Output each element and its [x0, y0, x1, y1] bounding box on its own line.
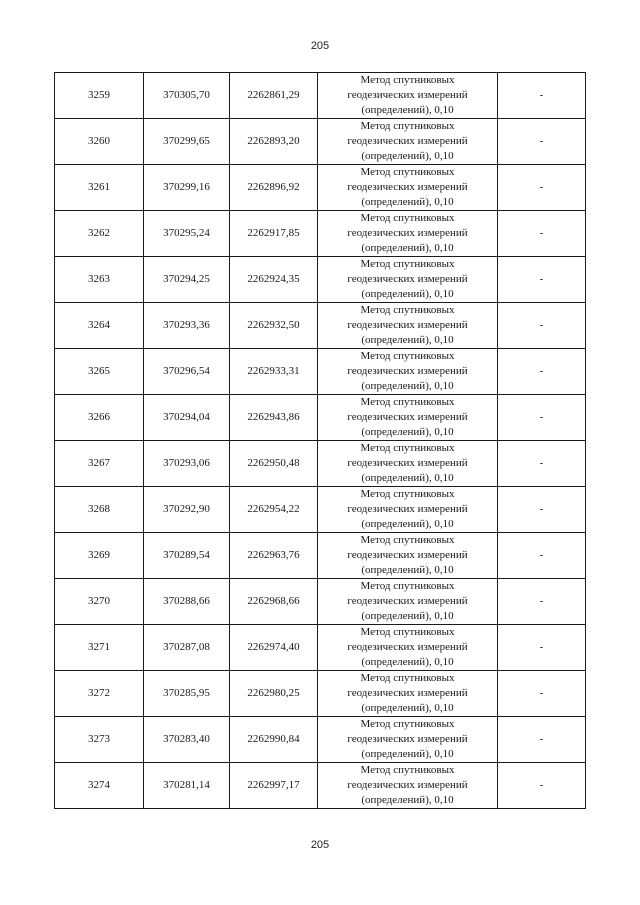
method-line: геодезических измерений [347, 641, 468, 653]
method-line: геодезических измерений [347, 89, 468, 101]
method-line: Метод спутниковых [360, 672, 455, 684]
x-coordinate-cell: 370285,95 [144, 671, 230, 717]
x-coordinate-cell: 370293,36 [144, 303, 230, 349]
method-line: геодезических измерений [347, 319, 468, 331]
method-cell [318, 73, 498, 119]
method-line: (определений), 0,10 [361, 196, 454, 208]
table-row [55, 487, 586, 533]
method-line: геодезических измерений [347, 779, 468, 791]
x-coordinate-cell: 370294,04 [144, 395, 230, 441]
note-cell: - [498, 487, 586, 533]
method-line: геодезических измерений [347, 549, 468, 561]
page-number-bottom: 205 [310, 839, 330, 851]
point-number-cell: 3260 [55, 119, 144, 165]
method-line: Метод спутниковых [360, 166, 455, 178]
y-coordinate-cell: 2262893,20 [230, 119, 318, 165]
point-number-cell: 3261 [55, 165, 144, 211]
table-row [55, 119, 586, 165]
point-number-cell: 3266 [55, 395, 144, 441]
note-cell: - [498, 349, 586, 395]
method-line: (определений), 0,10 [361, 150, 454, 162]
method-cell [318, 349, 498, 395]
method-line: (определений), 0,10 [361, 702, 454, 714]
method-cell [318, 487, 498, 533]
method-line: (определений), 0,10 [361, 564, 454, 576]
note-cell: - [498, 441, 586, 487]
note-cell: - [498, 395, 586, 441]
method-line: (определений), 0,10 [361, 104, 454, 116]
method-cell [318, 257, 498, 303]
y-coordinate-cell: 2262896,92 [230, 165, 318, 211]
table-row [55, 625, 586, 671]
point-number-cell: 3259 [55, 73, 144, 119]
method-line: (определений), 0,10 [361, 748, 454, 760]
method-line: Метод спутниковых [360, 488, 455, 500]
x-coordinate-cell: 370289,54 [144, 533, 230, 579]
table-row [55, 303, 586, 349]
table-row [55, 671, 586, 717]
method-cell [318, 441, 498, 487]
y-coordinate-cell: 2262968,66 [230, 579, 318, 625]
method-cell [318, 165, 498, 211]
y-coordinate-cell: 2262861,29 [230, 73, 318, 119]
point-number-cell: 3262 [55, 211, 144, 257]
method-line: (определений), 0,10 [361, 334, 454, 346]
method-line: геодезических измерений [347, 181, 468, 193]
method-line: Метод спутниковых [360, 580, 455, 592]
method-line: Метод спутниковых [360, 258, 455, 270]
note-cell: - [498, 625, 586, 671]
y-coordinate-cell: 2262954,22 [230, 487, 318, 533]
point-number-cell: 3268 [55, 487, 144, 533]
method-line: (определений), 0,10 [361, 242, 454, 254]
x-coordinate-cell: 370281,14 [144, 763, 230, 809]
note-cell: - [498, 671, 586, 717]
method-line: (определений), 0,10 [361, 794, 454, 806]
x-coordinate-cell: 370283,40 [144, 717, 230, 763]
table-row [55, 73, 586, 119]
y-coordinate-cell: 2262974,40 [230, 625, 318, 671]
point-number-cell: 3273 [55, 717, 144, 763]
table-row [55, 533, 586, 579]
method-line: (определений), 0,10 [361, 426, 454, 438]
table-row [55, 717, 586, 763]
method-line: Метод спутниковых [360, 120, 455, 132]
method-line: геодезических измерений [347, 595, 468, 607]
x-coordinate-cell: 370299,65 [144, 119, 230, 165]
x-coordinate-cell: 370305,70 [144, 73, 230, 119]
x-coordinate-cell: 370292,90 [144, 487, 230, 533]
x-coordinate-cell: 370288,66 [144, 579, 230, 625]
point-number-cell: 3274 [55, 763, 144, 809]
method-cell [318, 717, 498, 763]
method-line: (определений), 0,10 [361, 518, 454, 530]
method-line: геодезических измерений [347, 411, 468, 423]
page-number-top: 205 [310, 40, 330, 52]
point-number-cell: 3272 [55, 671, 144, 717]
method-line: геодезических измерений [347, 687, 468, 699]
x-coordinate-cell: 370294,25 [144, 257, 230, 303]
method-line: геодезических измерений [347, 733, 468, 745]
method-cell [318, 763, 498, 809]
point-number-cell: 3271 [55, 625, 144, 671]
y-coordinate-cell: 2262963,76 [230, 533, 318, 579]
y-coordinate-cell: 2262924,35 [230, 257, 318, 303]
method-line: Метод спутниковых [360, 442, 455, 454]
method-line: Метод спутниковых [360, 626, 455, 638]
method-line: (определений), 0,10 [361, 472, 454, 484]
method-line: геодезических измерений [347, 135, 468, 147]
y-coordinate-cell: 2262917,85 [230, 211, 318, 257]
point-number-cell: 3269 [55, 533, 144, 579]
point-number-cell: 3263 [55, 257, 144, 303]
method-line: Метод спутниковых [360, 74, 455, 86]
method-line: геодезических измерений [347, 365, 468, 377]
method-line: (определений), 0,10 [361, 656, 454, 668]
y-coordinate-cell: 2262943,86 [230, 395, 318, 441]
coordinates-table [54, 72, 586, 809]
point-number-cell: 3264 [55, 303, 144, 349]
note-cell: - [498, 579, 586, 625]
point-number-cell: 3267 [55, 441, 144, 487]
method-cell [318, 625, 498, 671]
point-number-cell: 3265 [55, 349, 144, 395]
method-line: (определений), 0,10 [361, 288, 454, 300]
y-coordinate-cell: 2262933,31 [230, 349, 318, 395]
point-number-cell: 3270 [55, 579, 144, 625]
x-coordinate-cell: 370299,16 [144, 165, 230, 211]
note-cell: - [498, 303, 586, 349]
note-cell: - [498, 211, 586, 257]
y-coordinate-cell: 2262990,84 [230, 717, 318, 763]
method-line: Метод спутниковых [360, 212, 455, 224]
method-cell [318, 671, 498, 717]
table-row [55, 211, 586, 257]
note-cell: - [498, 533, 586, 579]
x-coordinate-cell: 370287,08 [144, 625, 230, 671]
table-row [55, 165, 586, 211]
method-line: Метод спутниковых [360, 350, 455, 362]
y-coordinate-cell: 2262950,48 [230, 441, 318, 487]
method-line: геодезических измерений [347, 503, 468, 515]
table-row [55, 579, 586, 625]
method-line: (определений), 0,10 [361, 610, 454, 622]
method-cell [318, 533, 498, 579]
method-line: геодезических измерений [347, 273, 468, 285]
method-line: Метод спутниковых [360, 718, 455, 730]
note-cell: - [498, 763, 586, 809]
y-coordinate-cell: 2262997,17 [230, 763, 318, 809]
method-line: Метод спутниковых [360, 764, 455, 776]
x-coordinate-cell: 370293,06 [144, 441, 230, 487]
method-cell [318, 303, 498, 349]
method-line: геодезических измерений [347, 227, 468, 239]
method-line: геодезических измерений [347, 457, 468, 469]
y-coordinate-cell: 2262980,25 [230, 671, 318, 717]
note-cell: - [498, 73, 586, 119]
method-line: Метод спутниковых [360, 534, 455, 546]
method-line: Метод спутниковых [360, 396, 455, 408]
note-cell: - [498, 717, 586, 763]
x-coordinate-cell: 370296,54 [144, 349, 230, 395]
y-coordinate-cell: 2262932,50 [230, 303, 318, 349]
table-row [55, 395, 586, 441]
method-line: Метод спутниковых [360, 304, 455, 316]
method-cell [318, 579, 498, 625]
table-row [55, 349, 586, 395]
table-row [55, 441, 586, 487]
x-coordinate-cell: 370295,24 [144, 211, 230, 257]
method-cell [318, 211, 498, 257]
table-row [55, 763, 586, 809]
method-cell [318, 119, 498, 165]
method-cell [318, 395, 498, 441]
note-cell: - [498, 257, 586, 303]
note-cell: - [498, 119, 586, 165]
table-row [55, 257, 586, 303]
method-line: (определений), 0,10 [361, 380, 454, 392]
note-cell: - [498, 165, 586, 211]
